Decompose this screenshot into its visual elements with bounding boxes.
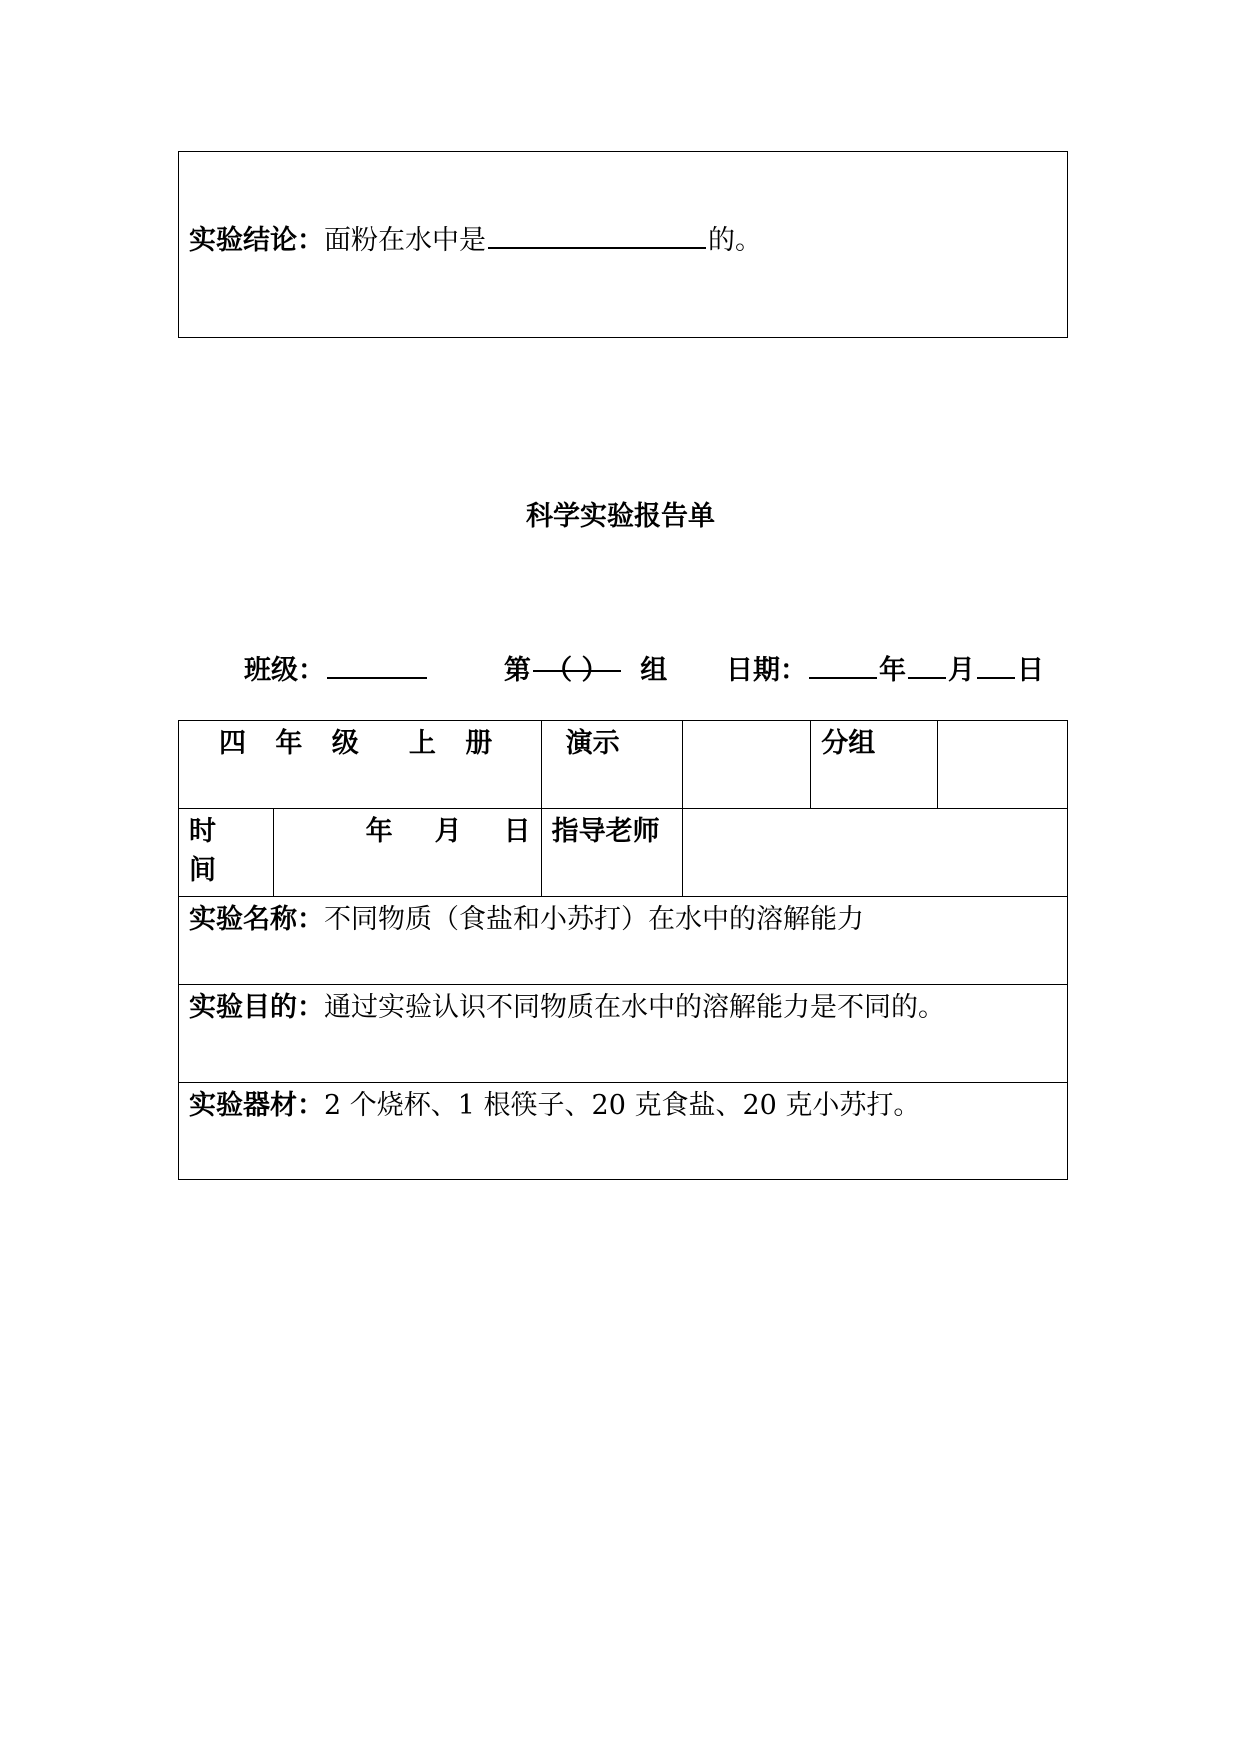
demo-value-cell[interactable]: [683, 721, 811, 809]
group-label: 分组: [811, 721, 938, 809]
conclusion-box: [178, 151, 1068, 338]
date-year-blank[interactable]: [809, 655, 877, 679]
time-label: 时 间: [179, 809, 274, 897]
date-month-blank[interactable]: [908, 655, 946, 679]
grade-b: 上 册: [408, 728, 503, 759]
experiment-name-row: [179, 897, 1068, 985]
group-paren-open: （: [545, 655, 573, 686]
conclusion-blank[interactable]: [488, 225, 706, 249]
grade-a: 四 年 级: [219, 728, 369, 759]
teacher-label: 指导老师: [541, 809, 683, 897]
group-suffix: 组: [640, 655, 668, 686]
conclusion-suffix: 的。: [708, 225, 762, 256]
class-label: 班级：: [244, 655, 325, 686]
time-month: 月: [434, 816, 462, 847]
time-date-cell[interactable]: [273, 809, 541, 897]
conclusion-label: 实验结论：: [189, 225, 324, 256]
date-day-blank[interactable]: [977, 655, 1015, 679]
group-paren-close: ）: [581, 655, 609, 686]
name-label: 实验名称：: [189, 904, 324, 935]
teacher-value-cell[interactable]: [683, 809, 1068, 897]
class-blank[interactable]: [327, 655, 427, 679]
conclusion-line: [189, 218, 762, 257]
experiment-purpose-row: [179, 985, 1068, 1083]
experiment-materials-row: [179, 1083, 1068, 1180]
purpose-label: 实验目的：: [189, 992, 324, 1023]
group-prefix: 第: [503, 655, 531, 686]
form-title: 科学实验报告单: [526, 501, 715, 532]
time-year: 年: [365, 816, 393, 847]
conclusion-prefix: 面粉在水中是: [324, 225, 486, 256]
info-line: [244, 648, 1044, 687]
date-year: 年: [879, 655, 907, 686]
materials-value: 2 个烧杯、1 根筷子、20 克食盐、20 克小苏打。: [324, 1090, 921, 1121]
group-blank[interactable]: [533, 648, 621, 686]
grade-cell: [179, 721, 542, 809]
date-day: 日: [1017, 655, 1045, 686]
time-day: 日: [503, 816, 531, 847]
name-value: 不同物质（食盐和小苏打）在水中的溶解能力: [324, 904, 864, 935]
date-label: 日期：: [726, 655, 808, 686]
report-table: [178, 720, 1068, 1180]
demo-label: 演示: [541, 721, 683, 809]
date-month: 月: [948, 655, 976, 686]
purpose-value: 通过实验认识不同物质在水中的溶解能力是不同的。: [324, 992, 945, 1023]
materials-label: 实验器材：: [189, 1090, 324, 1121]
group-value-cell[interactable]: [938, 721, 1068, 809]
